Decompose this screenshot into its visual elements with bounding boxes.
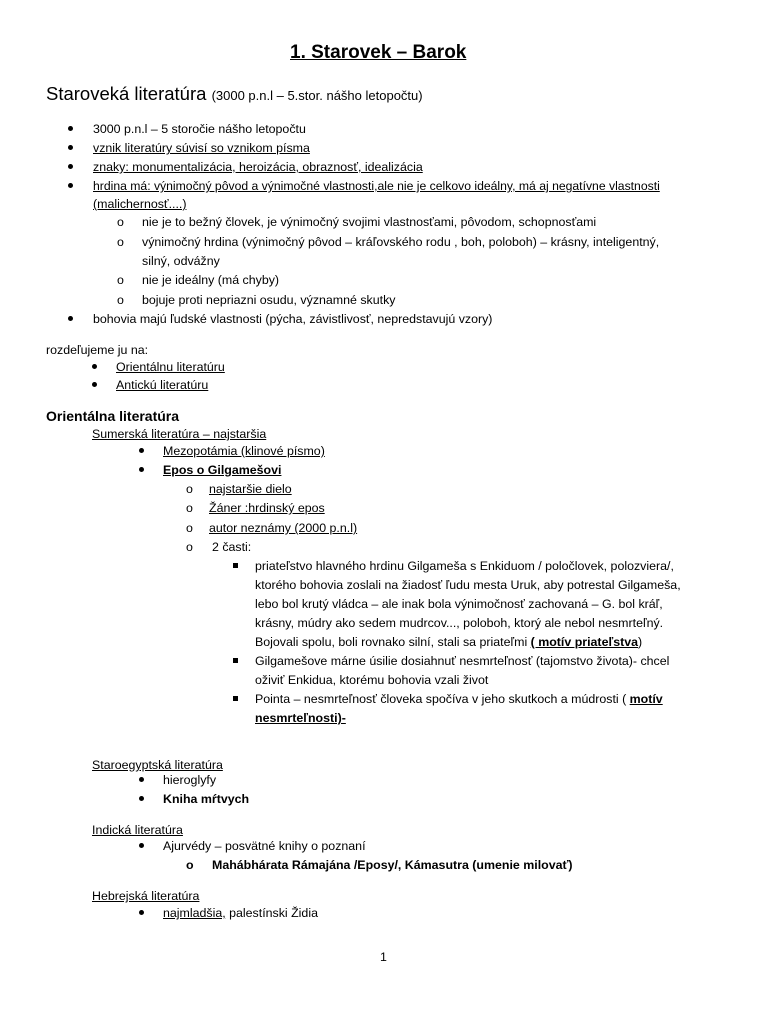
bullet-dot bbox=[139, 777, 144, 782]
circle-bullet-icon: o bbox=[117, 215, 124, 229]
sub-list-item: Mahábhárata Rámajána /Eposy/, Kámasutra (umenie milovať) bbox=[212, 858, 573, 872]
subsection-heading-sumer: Sumerská literatúra – najstaršia bbox=[92, 427, 267, 441]
detail-item bbox=[255, 691, 663, 707]
circle-bullet-icon: o bbox=[186, 482, 193, 496]
page-number: 1 bbox=[380, 950, 387, 964]
heading-note: (3000 p.n.l – 5.stor. nášho letopočtu) bbox=[211, 88, 423, 103]
division-intro: rozdeľujeme ju na: bbox=[46, 343, 149, 357]
bullet-dot bbox=[92, 364, 97, 369]
circle-bullet-icon: o bbox=[186, 540, 193, 554]
bullet-dot bbox=[139, 448, 144, 453]
bullet-dot bbox=[139, 910, 144, 915]
motif-friendship: ( motív priateľstva bbox=[530, 635, 639, 649]
subsection-heading-egypt: Staroegyptská literatúra bbox=[92, 758, 223, 772]
list-item: Epos o Gilgamešovi bbox=[163, 463, 282, 477]
sub-list-item: 2 časti: bbox=[212, 540, 252, 554]
circle-bullet-icon: o bbox=[186, 521, 193, 535]
sub-list-item: autor neznámy (2000 p.n.l) bbox=[209, 521, 358, 535]
circle-bullet-icon: o bbox=[117, 235, 124, 249]
detail-item-continued: krásny, múdry ako sedem mudrcov..., poloboh, ktorý ale nebol nesmrteľný. bbox=[255, 616, 664, 630]
list-item-text: palestínski Židia bbox=[225, 906, 318, 920]
list-item: Ajurvédy – posvätné knihy o poznaní bbox=[163, 839, 366, 853]
bullet-dot bbox=[68, 164, 73, 169]
square-bullet-icon bbox=[233, 563, 238, 568]
sub-list-item: Žáner :hrdinský epos bbox=[209, 501, 325, 515]
list-item: Mezopotámia (klinové písmo) bbox=[163, 444, 325, 458]
list-item-text: najmladšia, bbox=[163, 906, 226, 920]
list-item: Kniha mŕtvych bbox=[163, 792, 250, 806]
bullet-dot bbox=[68, 183, 73, 188]
page-title: 1. Starovek – Barok bbox=[290, 42, 467, 63]
heading-text: Staroveká literatúra bbox=[46, 83, 207, 104]
subsection-heading-india: Indická literatúra bbox=[92, 823, 183, 837]
detail-item-continued: lebo bol krutý vládca – ale inak bola výnimočnosť zachovaná – G. bol kráľ, bbox=[255, 597, 663, 611]
section-heading-oriental: Orientálna literatúra bbox=[46, 408, 180, 424]
sub-list-item: bojuje proti nepriazni osudu, významné skutky bbox=[142, 293, 396, 307]
list-item: bohovia majú ľudské vlastnosti (pýcha, závistlivosť, nepredstavujú vzory) bbox=[93, 312, 493, 326]
detail-item-continued: oživiť Enkidua, ktorému bohovia vzali život bbox=[255, 673, 489, 687]
bullet-dot bbox=[68, 316, 73, 321]
sub-list-item-continued: silný, odvážny bbox=[142, 254, 220, 268]
sub-list-item: nie je ideálny (má chyby) bbox=[142, 273, 280, 287]
square-bullet-icon bbox=[233, 658, 238, 663]
sub-list-item: nie je to bežný človek, je výnimočný svojimi vlastnosťami, pôvodom, schopnosťami bbox=[142, 215, 597, 229]
list-item: znaky: monumentalizácia, heroizácia, obraznosť, idealizácia bbox=[93, 160, 423, 174]
detail-text: Pointa – nesmrteľnosť človeka spočíva v jeho skutkoch a múdrosti ( bbox=[255, 692, 630, 706]
detail-item: Gilgamešove márne úsilie dosiahnuť nesmrteľnosť (tajomstvo života)- chcel bbox=[255, 654, 670, 668]
division-item: Antickú literatúru bbox=[116, 378, 209, 392]
list-item: vznik literatúry súvisí so vznikom písma bbox=[93, 141, 310, 155]
bullet-dot bbox=[139, 467, 144, 472]
detail-text: Bojovali spolu, boli rovnako silní, stali sa priateľmi bbox=[255, 635, 531, 649]
circle-bullet-icon: o bbox=[117, 273, 124, 287]
detail-item-continued: ktorého bohovia zoslali na žiadosť ľudu mesta Uruk, aby potrestal Gilgameša, bbox=[255, 578, 681, 592]
sub-list-item: výnimočný hrdina (výnimočný pôvod – kráľovského rodu , boh, poloboh) – krásny, inteligentný, bbox=[142, 235, 660, 249]
section-heading-ancient bbox=[46, 83, 423, 107]
list-item: 3000 p.n.l – 5 storočie nášho letopočtu bbox=[93, 122, 306, 136]
circle-bullet-icon: o bbox=[186, 501, 193, 515]
detail-item-continued bbox=[255, 634, 642, 650]
list-item: hrdina má: výnimočný pôvod a výnimočné vlastnosti,ale nie je celkovo ideálny, má aj negatívne vlastnosti bbox=[93, 179, 660, 193]
list-item bbox=[163, 905, 318, 921]
bullet-dot bbox=[68, 145, 73, 150]
detail-item-continued: nesmrteľnosti)- bbox=[255, 711, 346, 725]
list-item: hieroglyfy bbox=[163, 773, 217, 787]
motif-immortality: motív bbox=[629, 692, 663, 706]
circle-bullet-icon: o bbox=[117, 293, 124, 307]
bullet-dot bbox=[139, 796, 144, 801]
sub-list-item: najstaršie dielo bbox=[209, 482, 292, 496]
division-item: Orientálnu literatúru bbox=[116, 360, 225, 374]
bullet-dot bbox=[92, 382, 97, 387]
bullet-dot bbox=[68, 126, 73, 131]
subsection-heading-hebrew: Hebrejská literatúra bbox=[92, 889, 200, 903]
bullet-dot bbox=[139, 843, 144, 848]
detail-item: priateľstvo hlavného hrdinu Gilgameša s Enkiduom / poločlovek, polozviera/, bbox=[255, 559, 674, 573]
square-bullet-icon bbox=[233, 696, 238, 701]
list-item-continued: (malichernosť....) bbox=[93, 197, 187, 211]
detail-text: ) bbox=[638, 635, 643, 649]
circle-bullet-icon: o bbox=[186, 858, 194, 872]
